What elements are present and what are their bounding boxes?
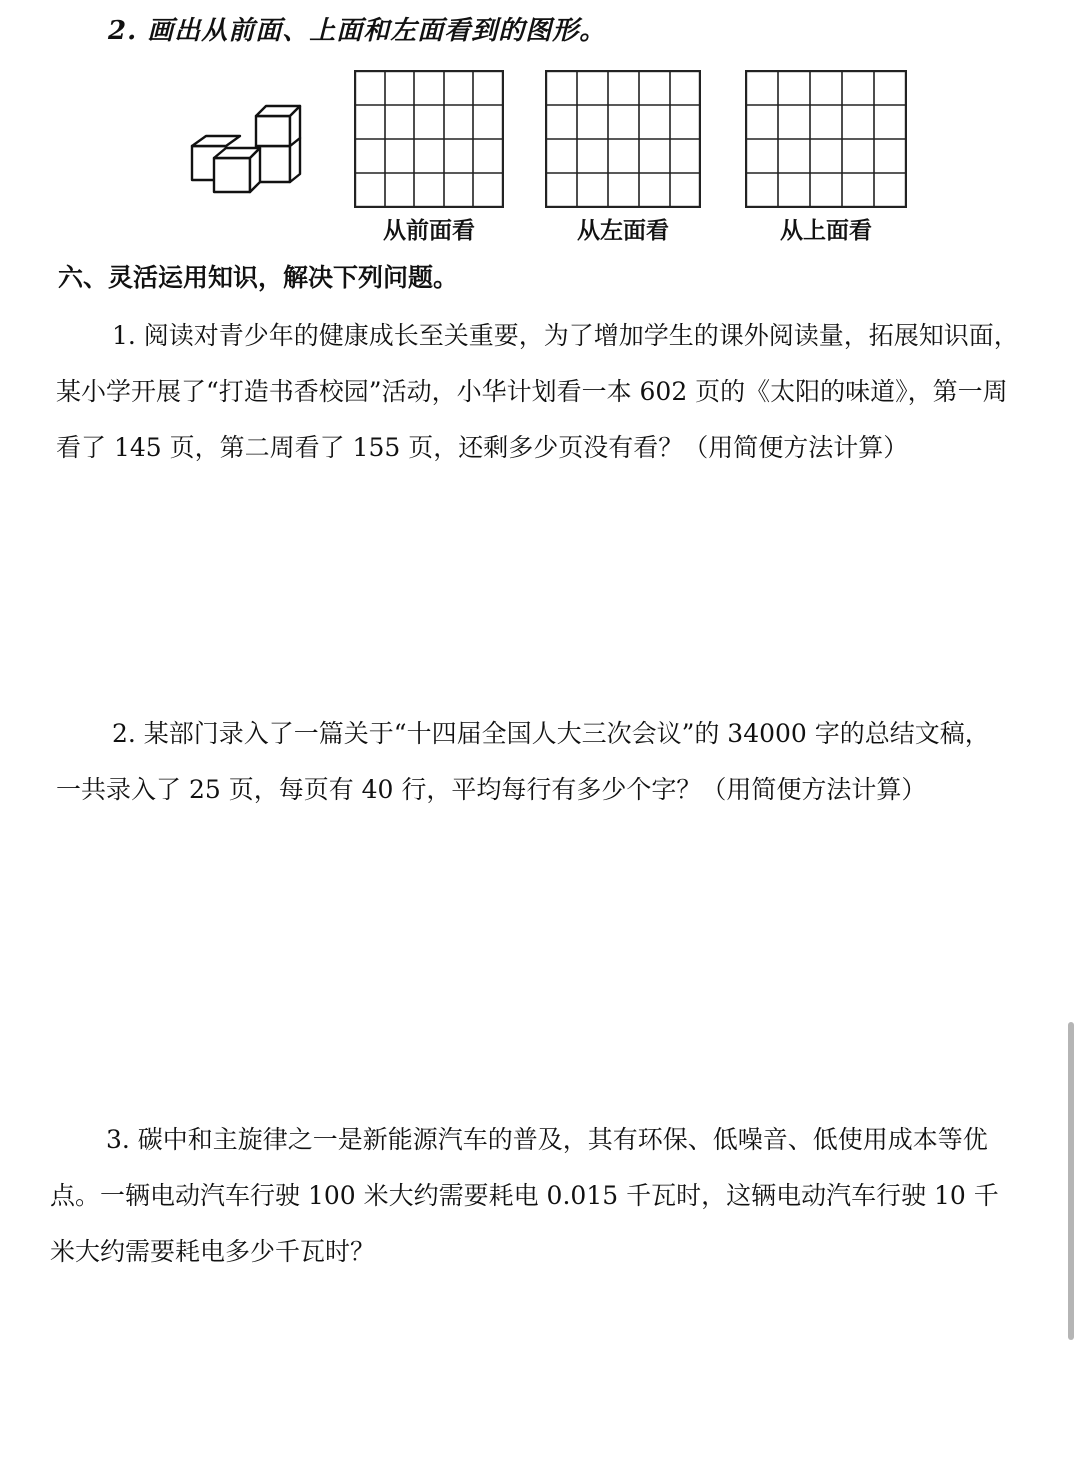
problem-3-line-3: 米大约需要耗电多少千瓦时？: [50, 1237, 376, 1266]
question-2-title: 2. 画出从前面、上面和左面看到的图形。: [108, 16, 607, 46]
grid-top-view[interactable]: [745, 70, 907, 208]
problem-3: [50, 1112, 1040, 1280]
caption-top-view: 从上面看: [780, 217, 872, 244]
scrollbar-thumb[interactable]: [1068, 1022, 1074, 1340]
problem-3-line-2: 点。一辆电动汽车行驶 100 米大约需要耗电 0.015 千瓦时，这辆电动汽车行驶 10 千: [50, 1181, 999, 1210]
problem-2-line-2: 一共录入了 25 页，每页有 40 行，平均每行有多少个字？（用简便方法计算）: [56, 775, 927, 804]
problem-2-line-1: 2. 某部门录入了一篇关于“十四届全国人大三次会议”的 34000 字的总结文稿，: [112, 719, 990, 748]
cube-right-upper: [256, 116, 290, 146]
problem-1-line-3: 看了 145 页，第二周看了 155 页，还剩多少页没有看？（用简便方法计算）: [56, 433, 909, 462]
problem-2: [56, 706, 1046, 818]
cube-stack-figure: [186, 100, 306, 196]
grid-front-view[interactable]: [354, 70, 504, 208]
grid-left-view[interactable]: [545, 70, 701, 208]
cube-back-left-top: [192, 136, 240, 146]
section-6-heading: 六、灵活运用知识，解决下列问题。: [58, 263, 459, 292]
caption-front-view: 从前面看: [383, 217, 475, 244]
cube-front: [214, 158, 250, 192]
problem-1: [56, 308, 1046, 476]
problem-3-line-1: 3. 碳中和主旋律之一是新能源汽车的普及，其有环保、低噪音、低使用成本等优: [106, 1125, 988, 1154]
caption-left-view: 从左面看: [577, 217, 669, 244]
problem-1-line-1: 1. 阅读对青少年的健康成长至关重要，为了增加学生的课外阅读量，拓展知识面，: [112, 321, 1019, 350]
problem-1-line-2: 某小学开展了“打造书香校园”活动，小华计划看一本 602 页的《太阳的味道》，第一周: [56, 377, 1008, 406]
